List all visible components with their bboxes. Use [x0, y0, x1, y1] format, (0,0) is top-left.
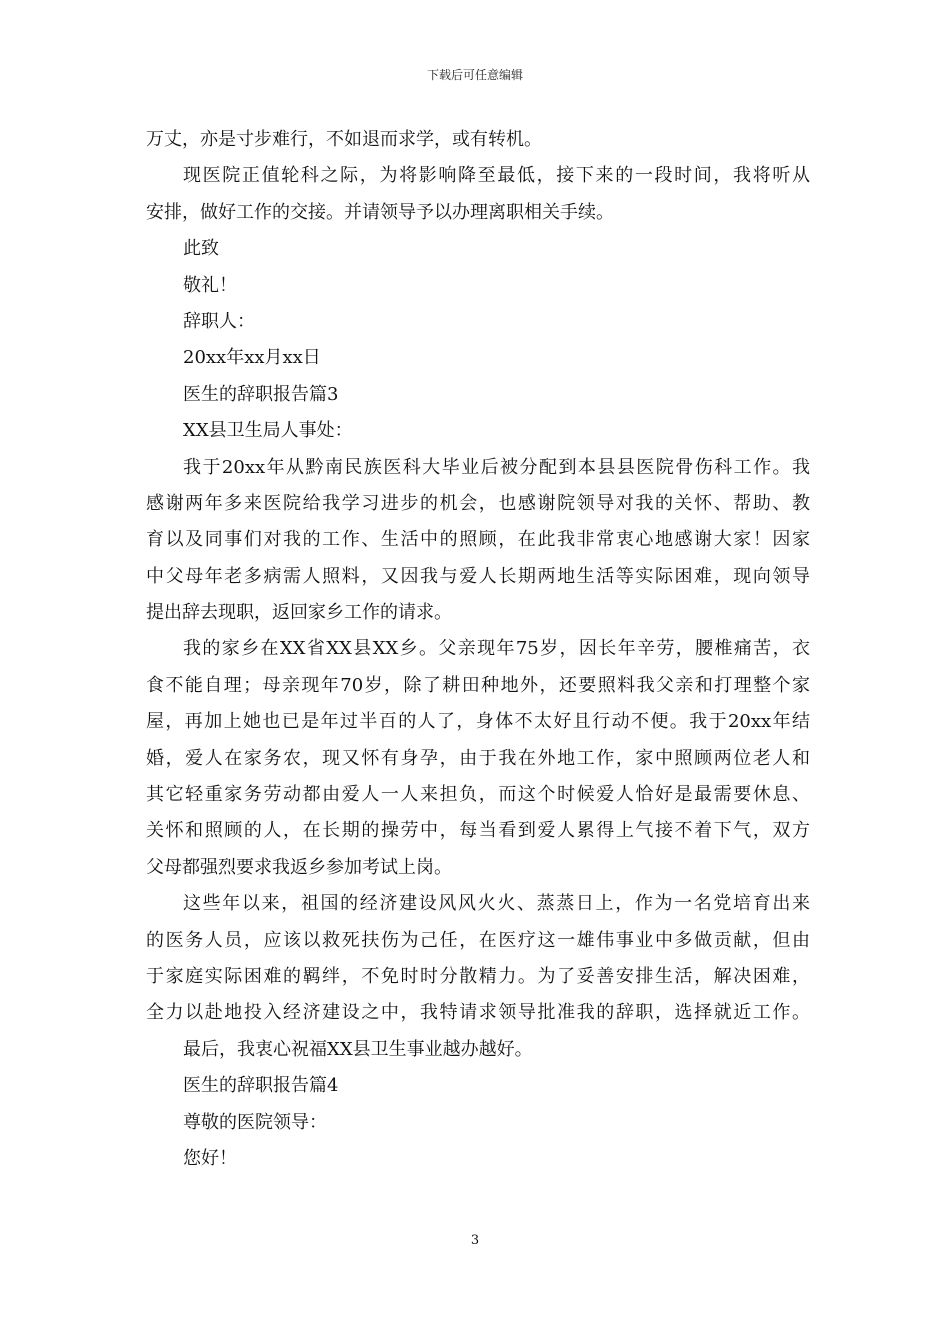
section-heading: 医生的辞职报告篇4 — [183, 1075, 339, 1097]
text-line: 我的家乡在XX省XX县XX乡。父亲现年75岁，因长年辛劳，腰椎痛苦，衣 — [183, 638, 810, 660]
text-line: 食不能自理；母亲现年70岁，除了耕田种地外，还要照料我父亲和打理整个家 — [146, 674, 810, 696]
text-line: 万丈，亦是寸步难行，不如退而求学，或有转机。 — [146, 129, 542, 150]
text-line: 婚，爱人在家务农，现又怀有身孕，由于我在外地工作，家中照顾两位老人和 — [146, 747, 810, 769]
text-line: 提出辞去现职，返回家乡工作的请求。 — [146, 602, 452, 624]
text-line: XX县卫生局人事处： — [183, 420, 353, 442]
text-line: 安排，做好工作的交接。并请领导予以办理离职相关手续。 — [146, 201, 614, 223]
text-line: 关怀和照顾的人，在长期的操劳中，每当看到爱人累得上气接不着下气，双方 — [146, 820, 810, 842]
text-line: 我于20xx年从黔南民族医科大毕业后被分配到本县县医院骨伤科工作。我 — [183, 456, 810, 478]
text-line: 其它轻重家务劳动都由爱人一人来担负，而这个时候爱人恰好是最需要休息、 — [146, 784, 810, 806]
text-line: 的医务人员，应该以救死扶伤为己任，在医疗这一雄伟事业中多做贡献，但由 — [146, 929, 810, 951]
text-line: 父母都强烈要求我返乡参加考试上岗。 — [146, 856, 452, 878]
text-line: 中父母年老多病需人照料，又因我与爱人长期两地生活等实际困难，现向领导 — [146, 565, 810, 587]
section-heading: 医生的辞职报告篇3 — [183, 383, 339, 405]
text-line: 20xx年xx月xx日 — [183, 347, 321, 369]
text-line: 感谢两年多来医院给我学习进步的机会，也感谢院领导对我的关怀、帮助、教 — [146, 492, 810, 514]
text-line: 您好！ — [183, 1147, 237, 1169]
text-line: 这些年以来，祖国的经济建设风风火火、蒸蒸日上，作为一名党培育出来 — [183, 893, 810, 915]
text-line: 屋，再加上她也已是年过半百的人了，身体不太好且行动不便。我于20xx年结 — [146, 711, 810, 733]
page-number: 3 — [470, 1233, 480, 1248]
text-line: 最后，我衷心祝福XX县卫生事业越办越好。 — [183, 1038, 533, 1060]
page-header: 下载后可任意编辑 — [426, 68, 523, 82]
text-line: 辞职人： — [183, 310, 255, 332]
document-body — [146, 122, 810, 1177]
text-line: 此致 — [183, 238, 219, 260]
text-line: 全力以赴地投入经济建设之中，我特请求领导批准我的辞职，选择就近工作。 — [146, 1002, 810, 1024]
text-line: 尊敬的医院领导： — [183, 1111, 327, 1133]
text-line: 现医院正值轮科之际，为将影响降至最低，接下来的一段时间，我将听从 — [183, 165, 810, 187]
text-line: 敬礼！ — [183, 274, 237, 296]
text-line: 育以及同事们对我的工作、生活中的照顾，在此我非常衷心地感谢大家！因家 — [146, 529, 810, 551]
text-line: 于家庭实际困难的羁绊，不免时时分散精力。为了妥善安排生活，解决困难， — [146, 965, 810, 987]
